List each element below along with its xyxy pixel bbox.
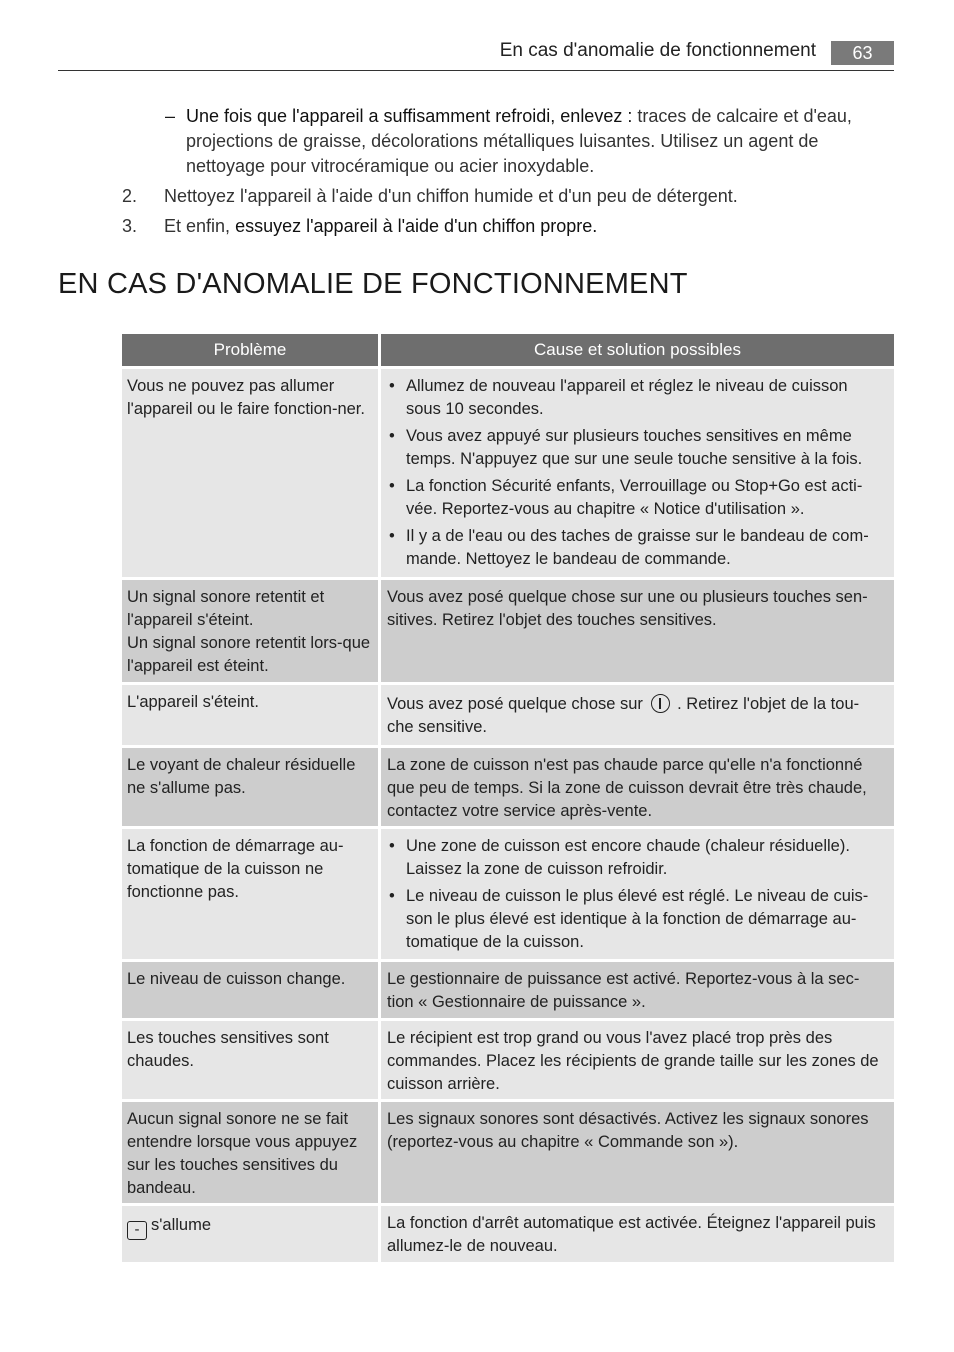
column-header-solution: Cause et solution possibles [381,334,894,366]
solution-cell: La zone de cuisson n'est pas chaude parce qu'elle n'a fonctionné que peu de temps. Si la zone de cuisson devrait être très chaude, contactez votre service après-vente. [381,748,894,826]
page-number: 63 [831,41,894,65]
table-row [122,1203,894,1262]
list-item: • Une zone de cuisson est encore chaude (chaleur résiduelle). Laissez la zone de cuisson refroidir. [389,837,850,878]
list-item: • Allumez de nouveau l'appareil et réglez le niveau de cuisson sous 10 secondes. [389,377,848,418]
table-header [122,334,894,366]
problem-cell [122,580,378,682]
dash-item-text: traces de calcaire et d'eau, projections de graisse, décolorations métalliques luisantes. Utilisez un agent de nettoyage pour vitrocéramique ou acier inoxydable. [186,106,852,176]
solution-text: . Retirez l'objet de la tou-che sensitive. [387,695,860,736]
table-row [122,366,894,577]
solution-cell: Le gestionnaire de puissance est activé. Reportez-vous à la sec-tion « Gestionnaire de puissance ». [381,962,894,1018]
problem-cell: Le niveau de cuisson change. [122,962,378,1018]
table-row [122,682,894,745]
section-heading: EN CAS D'ANOMALIE DE FONCTIONNEMENT [58,268,688,300]
list-item: • Il y a de l'eau ou des taches de graisse sur le bandeau de com-mande. Nettoyez le bandeau de commande. [389,527,869,568]
page-header [58,38,894,71]
dash-list-item [165,104,885,179]
solution-cell [381,829,894,959]
solution-cell: Vous avez posé quelque chose sur une ou plusieurs touches sen-sitives. Retirez l'objet des touches sensitives. [381,580,894,682]
problem-cell: Le voyant de chaleur résiduelle ne s'allume pas. [122,748,378,826]
solution-bullets [387,835,884,954]
problem-line: Un signal sonore retentit et l'appareil s'éteint. [127,588,325,629]
problem-cell: L'appareil s'éteint. [122,685,378,745]
problem-cell [122,1206,378,1262]
table-row [122,1099,894,1203]
numbered-step-3 [122,214,882,239]
step-text: Nettoyez l'appareil à l'aide d'un chiffon humide et d'un peu de détergent. [164,186,738,206]
column-header-problem: Problème [122,334,378,366]
solution-text: Vous avez posé quelque chose sur [387,695,643,713]
solution-bullets [387,375,884,571]
solution-cell: Les signaux sonores sont désactivés. Activez les signaux sonores (reportez-vous au chapitre « Commande son »). [381,1102,894,1203]
list-item: • Vous avez appuyé sur plusieurs touches sensitives en même temps. N'appuyez que sur une seule touche sensitive à la fois. [389,427,863,468]
solution-cell: La fonction d'arrêt automatique est activée. Éteignez l'appareil puis allumez-le de nouveau. [381,1206,894,1262]
minus-display-icon: - [127,1221,147,1240]
solution-cell: Le récipient est trop grand ou vous l'avez placé trop près des commandes. Placez les récipients de grande taille sur les zones de cuisson arrière. [381,1021,894,1099]
problem-line: Un signal sonore retentit lors-que l'appareil est éteint. [127,634,371,675]
step-number: 2. [122,186,138,206]
table-row [122,1018,894,1099]
dash-bullet: – [165,106,176,126]
list-item: • Le niveau de cuisson le plus élevé est réglé. Le niveau de cuis-son le plus élevé est identique à la fonction de démarrage au-tomatique de la cuisson. [389,887,869,951]
step-text-lead: Et enfin, [164,216,231,236]
table-row [122,959,894,1018]
numbered-step-2 [122,184,882,209]
problem-text: s'allume [151,1216,212,1234]
table-row [122,826,894,959]
problem-cell: La fonction de démarrage au-tomatique de la cuisson ne fonctionne pas. [122,829,378,959]
problem-cell: Vous ne pouvez pas allumer l'appareil ou le faire fonction-ner. [122,369,378,577]
problem-cell: Les touches sensitives sont chaudes. [122,1021,378,1099]
table-row [122,745,894,826]
problem-cell: Aucun signal sonore ne se fait entendre lorsque vous appuyez sur les touches sensitives du bandeau. [122,1102,378,1203]
dash-item-lead: Une fois que l'appareil a suffisamment refroidi, enlevez : [186,106,633,126]
step-number: 3. [122,216,138,236]
running-title: En cas d'anomalie de fonctionnement [499,40,816,61]
step-text-emphasis: essuyez l'appareil à l'aide d'un chiffon propre. [235,216,598,236]
power-icon [651,694,670,713]
list-item: • La fonction Sécurité enfants, Verrouillage ou Stop+Go est acti-vée. Reportez-vous au chapitre « Notice d'utilisation ». [389,477,863,518]
table-row [122,577,894,682]
troubleshooting-table [122,334,894,1262]
solution-cell [381,685,894,745]
solution-cell [381,369,894,577]
